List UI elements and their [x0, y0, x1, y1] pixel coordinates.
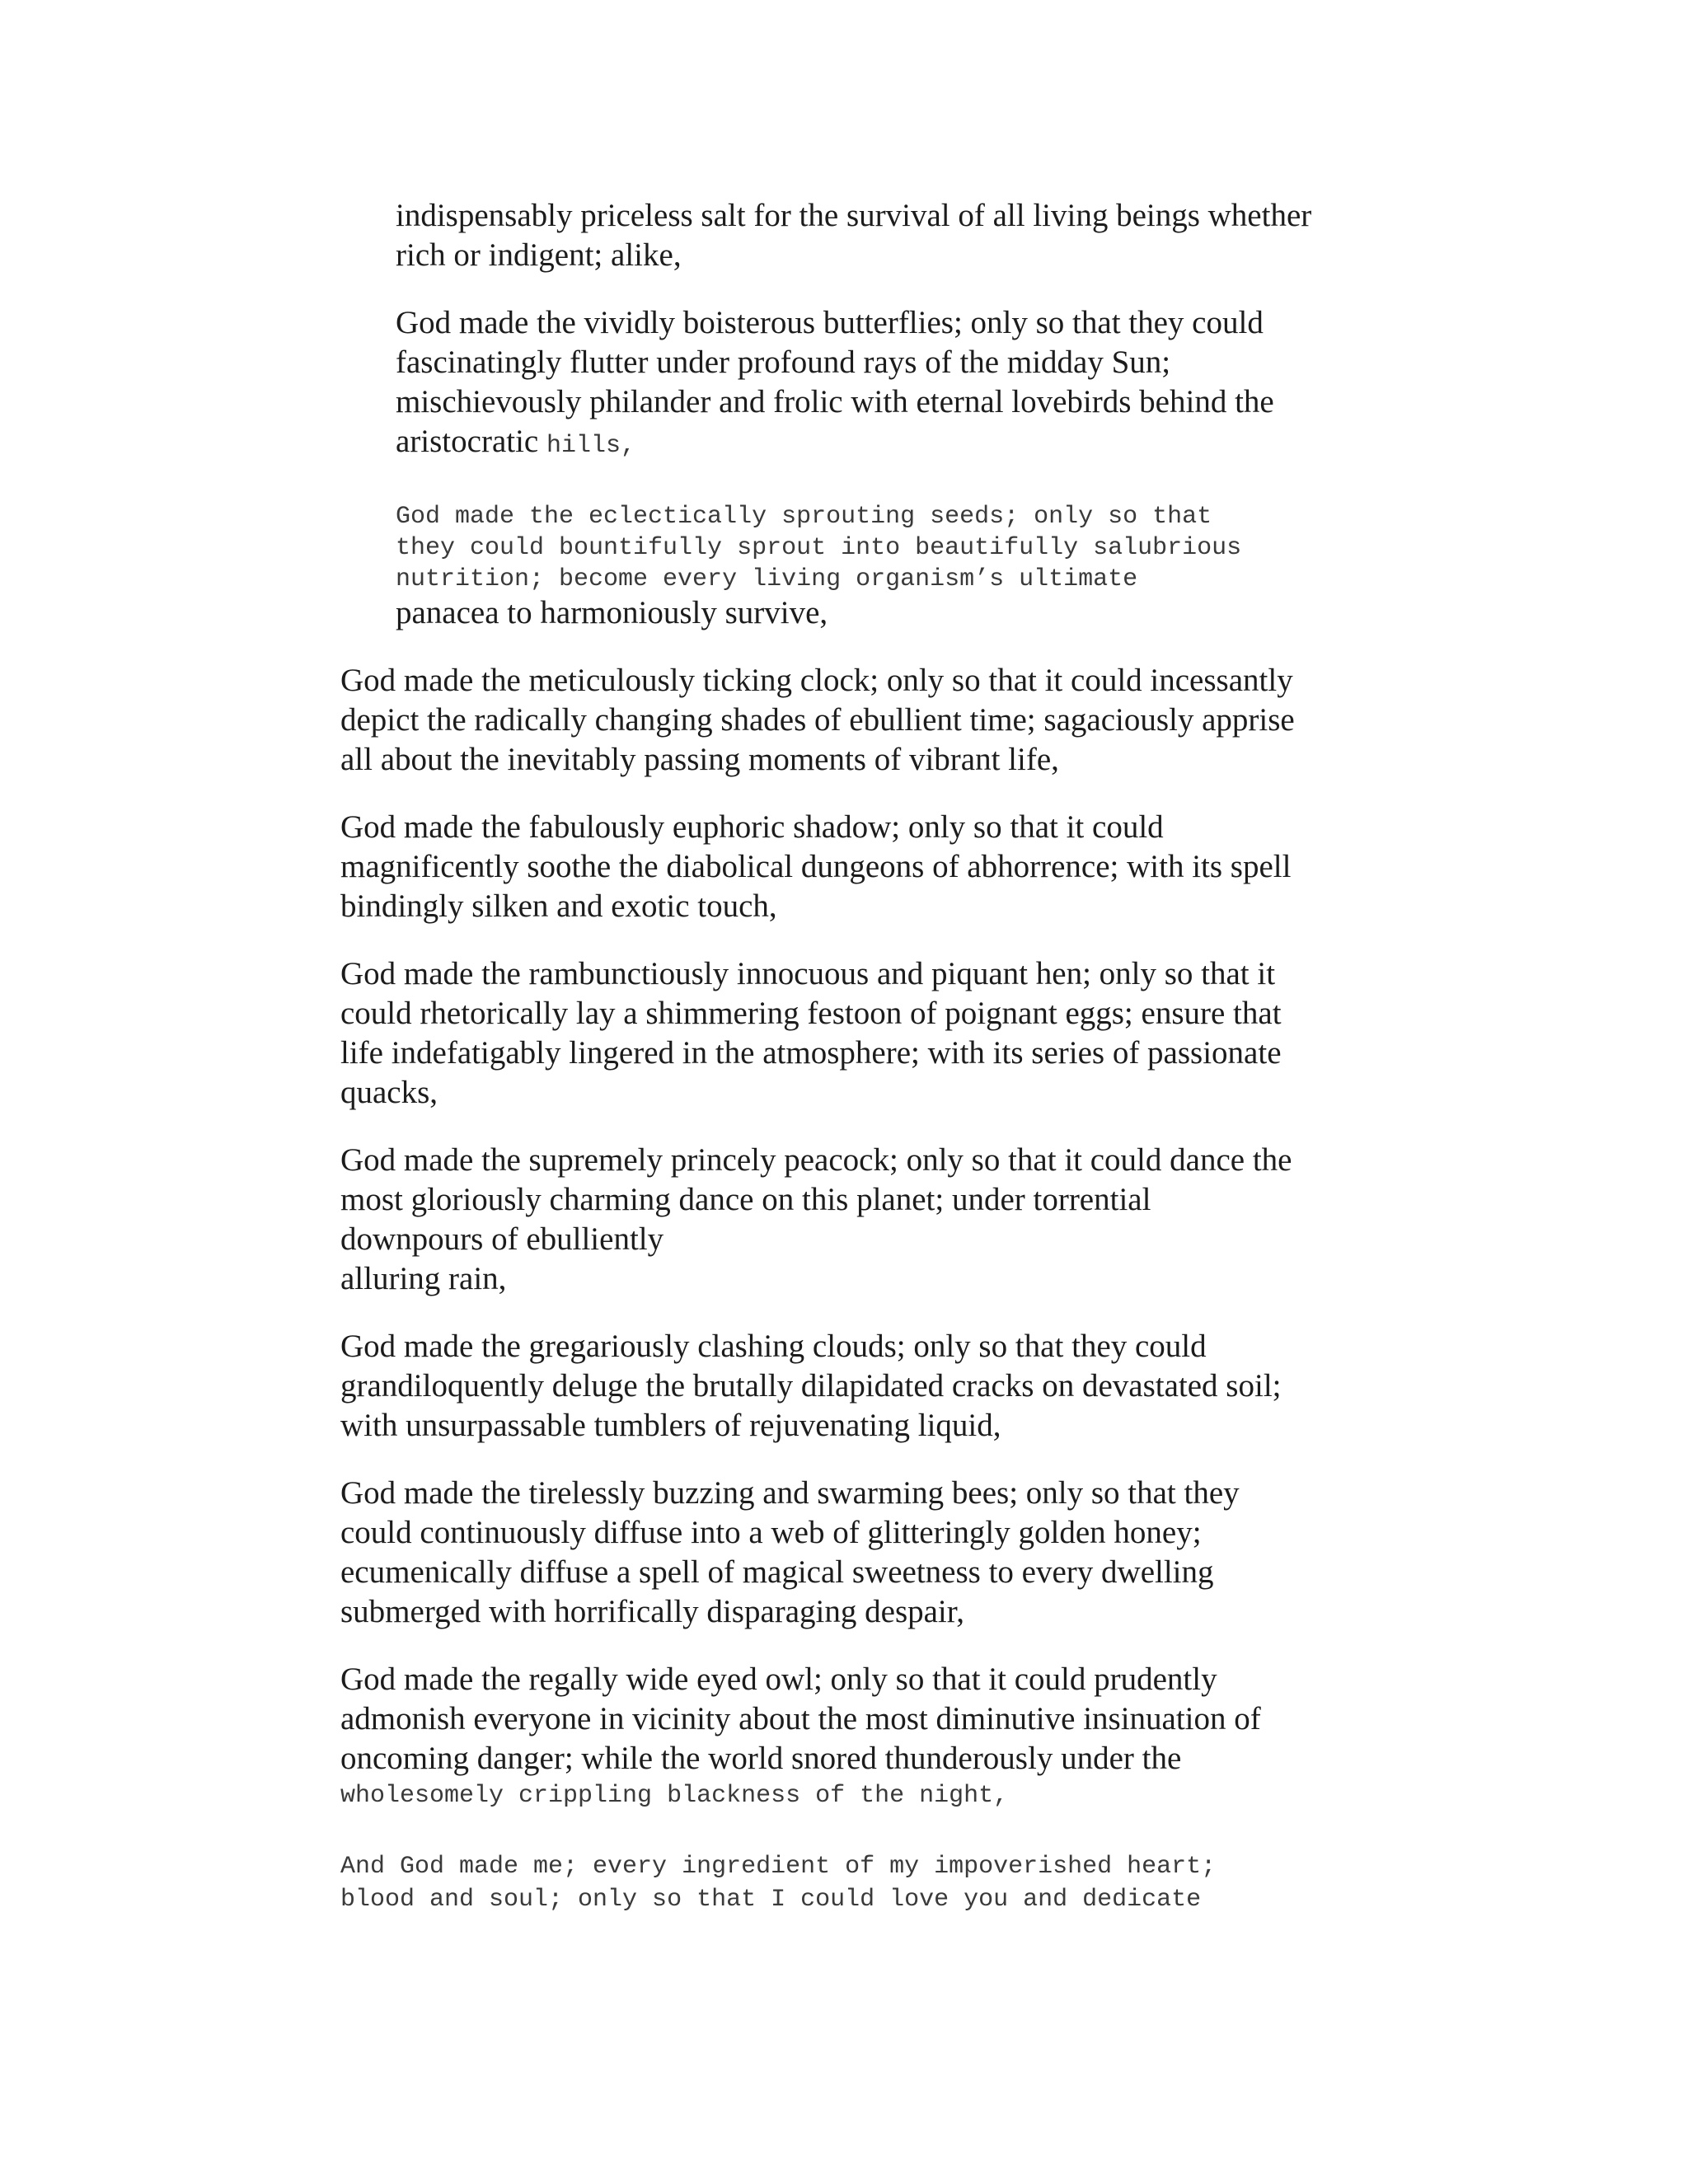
- poem-line-mono: blood and soul; only so that I could love you and dedicate: [340, 1886, 1202, 1914]
- poem-line: God made the rambunctiously innocuous and piquant hen; only so that it: [340, 956, 1276, 991]
- poem-line: oncoming danger; while the world snored thunderously under the: [340, 1741, 1182, 1776]
- poem-line: most gloriously charming dance on this planet; under torrential: [340, 1182, 1151, 1217]
- poem-line: submerged with horrifically disparaging despair,: [340, 1594, 964, 1629]
- poem-line: could rhetorically lay a shimmering festoon of poignant eggs; ensure that: [340, 996, 1282, 1031]
- poem-line-mono: wholesomely crippling blackness of the night,: [340, 1782, 1009, 1810]
- poem-line: with unsurpassable tumblers of rejuvenating liquid,: [340, 1408, 1001, 1443]
- poem-line: indispensably priceless salt for the survival of all living beings whether: [396, 198, 1312, 233]
- poem-line: admonish everyone in vicinity about the most diminutive insinuation of: [340, 1701, 1261, 1736]
- poem-line: depict the radically changing shades of ebullient time; sagaciously apprise: [340, 702, 1295, 738]
- poem-line: fascinatingly flutter under profound rays of the midday Sun;: [396, 344, 1171, 380]
- poem-line: all about the inevitably passing moments of vibrant life,: [340, 742, 1059, 777]
- poem-line: grandiloquently deluge the brutally dilapidated cracks on devastated soil;: [340, 1368, 1282, 1404]
- poem-line: God made the tirelessly buzzing and swarming bees; only so that they: [340, 1475, 1240, 1511]
- poem-line: God made the meticulously ticking clock; only so that it could incessantly: [340, 663, 1293, 698]
- poem-line: ecumenically diffuse a spell of magical sweetness to every dwelling: [340, 1554, 1214, 1590]
- poem-line: life indefatigably lingered in the atmosphere; with its series of passionate: [340, 1035, 1282, 1071]
- poem-line: downpours of ebulliently: [340, 1221, 664, 1257]
- poem-line-mono: they could bountifully sprout into beautifully salubrious: [396, 534, 1242, 562]
- poem-line: magnificently soothe the diabolical dungeons of abhorrence; with its spell: [340, 849, 1292, 884]
- poem-line: [396, 422, 635, 466]
- poem-line-mono: nutrition; become every living organism’s ultimate: [396, 565, 1138, 593]
- poem-line-text: aristocratic: [396, 424, 539, 459]
- poem-line: bindingly silken and exotic touch,: [340, 888, 777, 924]
- poem-line: alluring rain,: [340, 1261, 507, 1296]
- poem-line: quacks,: [340, 1075, 438, 1110]
- poem-line: God made the gregariously clashing clouds; only so that they could: [340, 1329, 1207, 1364]
- poem-line: panacea to harmoniously survive,: [396, 595, 828, 630]
- poem-line: mischievously philander and frolic with eternal lovebirds behind the: [396, 384, 1274, 419]
- poem-line: God made the regally wide eyed owl; only so that it could prudently: [340, 1661, 1217, 1697]
- poem-line-mono: God made the eclectically sprouting seeds; only so that: [396, 503, 1212, 531]
- poem-line-mono-fragment: hills,: [546, 432, 636, 460]
- poem-line-mono: And God made me; every ingredient of my impoverished heart;: [340, 1853, 1217, 1881]
- poem-line: God made the supremely princely peacock; only so that it could dance the: [340, 1142, 1292, 1178]
- poem-line: God made the vividly boisterous butterflies; only so that they could: [396, 305, 1264, 340]
- poem-line: God made the fabulously euphoric shadow; only so that it could: [340, 809, 1164, 845]
- poem-line: could continuously diffuse into a web of glitteringly golden honey;: [340, 1515, 1202, 1550]
- poem-line: rich or indigent; alike,: [396, 237, 682, 273]
